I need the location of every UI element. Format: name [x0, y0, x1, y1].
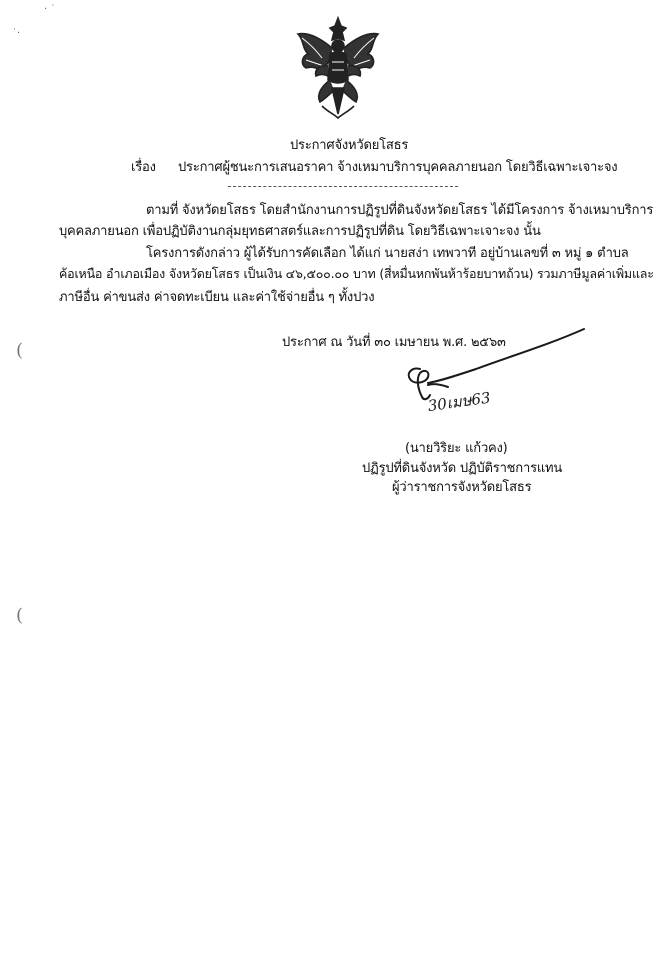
announce-date: ประกาศ ณ วันที่ ๓๐ เมษายน พ.ศ. ๒๕๖๓ — [282, 335, 506, 350]
body-paragraph-2-line-1: โครงการดังกล่าว ผู้ได้รับการคัดเลือก ได้แก่ นายสง่า เทพวาที อยู่บ้านเลขที่ ๓ หมู่ ๑ ตำบล — [146, 246, 629, 261]
signatory-position-line-2: ผู้ว่าราชการจังหวัดยโสธร — [392, 480, 532, 495]
divider-line — [228, 186, 458, 187]
scan-speck: ˙· — [12, 28, 21, 39]
subject-text: ประกาศผู้ชนะการเสนอราคา จ้างเหมาบริการบุคคลภายนอก โดยวิธีเฉพาะเจาะจง — [178, 160, 618, 175]
handwritten-date: 30เมษ63 — [426, 388, 492, 416]
subject-label: เรื่อง — [131, 160, 156, 175]
handwritten-signature — [398, 325, 588, 420]
signatory-name: (นายวิริยะ แก้วคง) — [405, 441, 508, 456]
body-paragraph-2-line-3: ภาษีอื่น ค่าขนส่ง ค่าจดทะเบียน และค่าใช้จ่ายอื่น ๆ ทั้งปวง — [59, 290, 375, 305]
body-paragraph-1-line-1: ตามที่ จังหวัดยโสธร โดยสำนักงานการปฏิรูปที่ดินจังหวัดยโสธร ได้มีโครงการ จ้างเหมาบริการ — [146, 203, 654, 218]
scan-hole-mark: ( — [16, 340, 24, 361]
signatory-position-line-1: ปฏิรูปที่ดินจังหวัด ปฏิบัติราชการแทน — [362, 461, 563, 476]
body-paragraph-2-line-2: ค้อเหนือ อำเภอเมือง จังหวัดยโสธร เป็นเงิน ๔๖,๕๐๐.๐๐ บาท (สี่หมื่นหกพันห้าร้อยบาทถ้วน) รวมภาษีมูลค่าเพิ่มและ — [59, 266, 654, 281]
document-title: ประกาศจังหวัดยโสธร — [290, 138, 409, 153]
scan-speck: · ˙ — [44, 4, 56, 15]
body-paragraph-1-line-2: บุคคลภายนอก เพื่อปฏิบัติงานกลุ่มยุทธศาสตร์และการปฏิรูปที่ดิน โดยวิธีเฉพาะเจาะจง นั้น — [59, 224, 541, 239]
scan-hole-mark: ( — [16, 605, 24, 626]
garuda-emblem-icon — [292, 14, 384, 122]
